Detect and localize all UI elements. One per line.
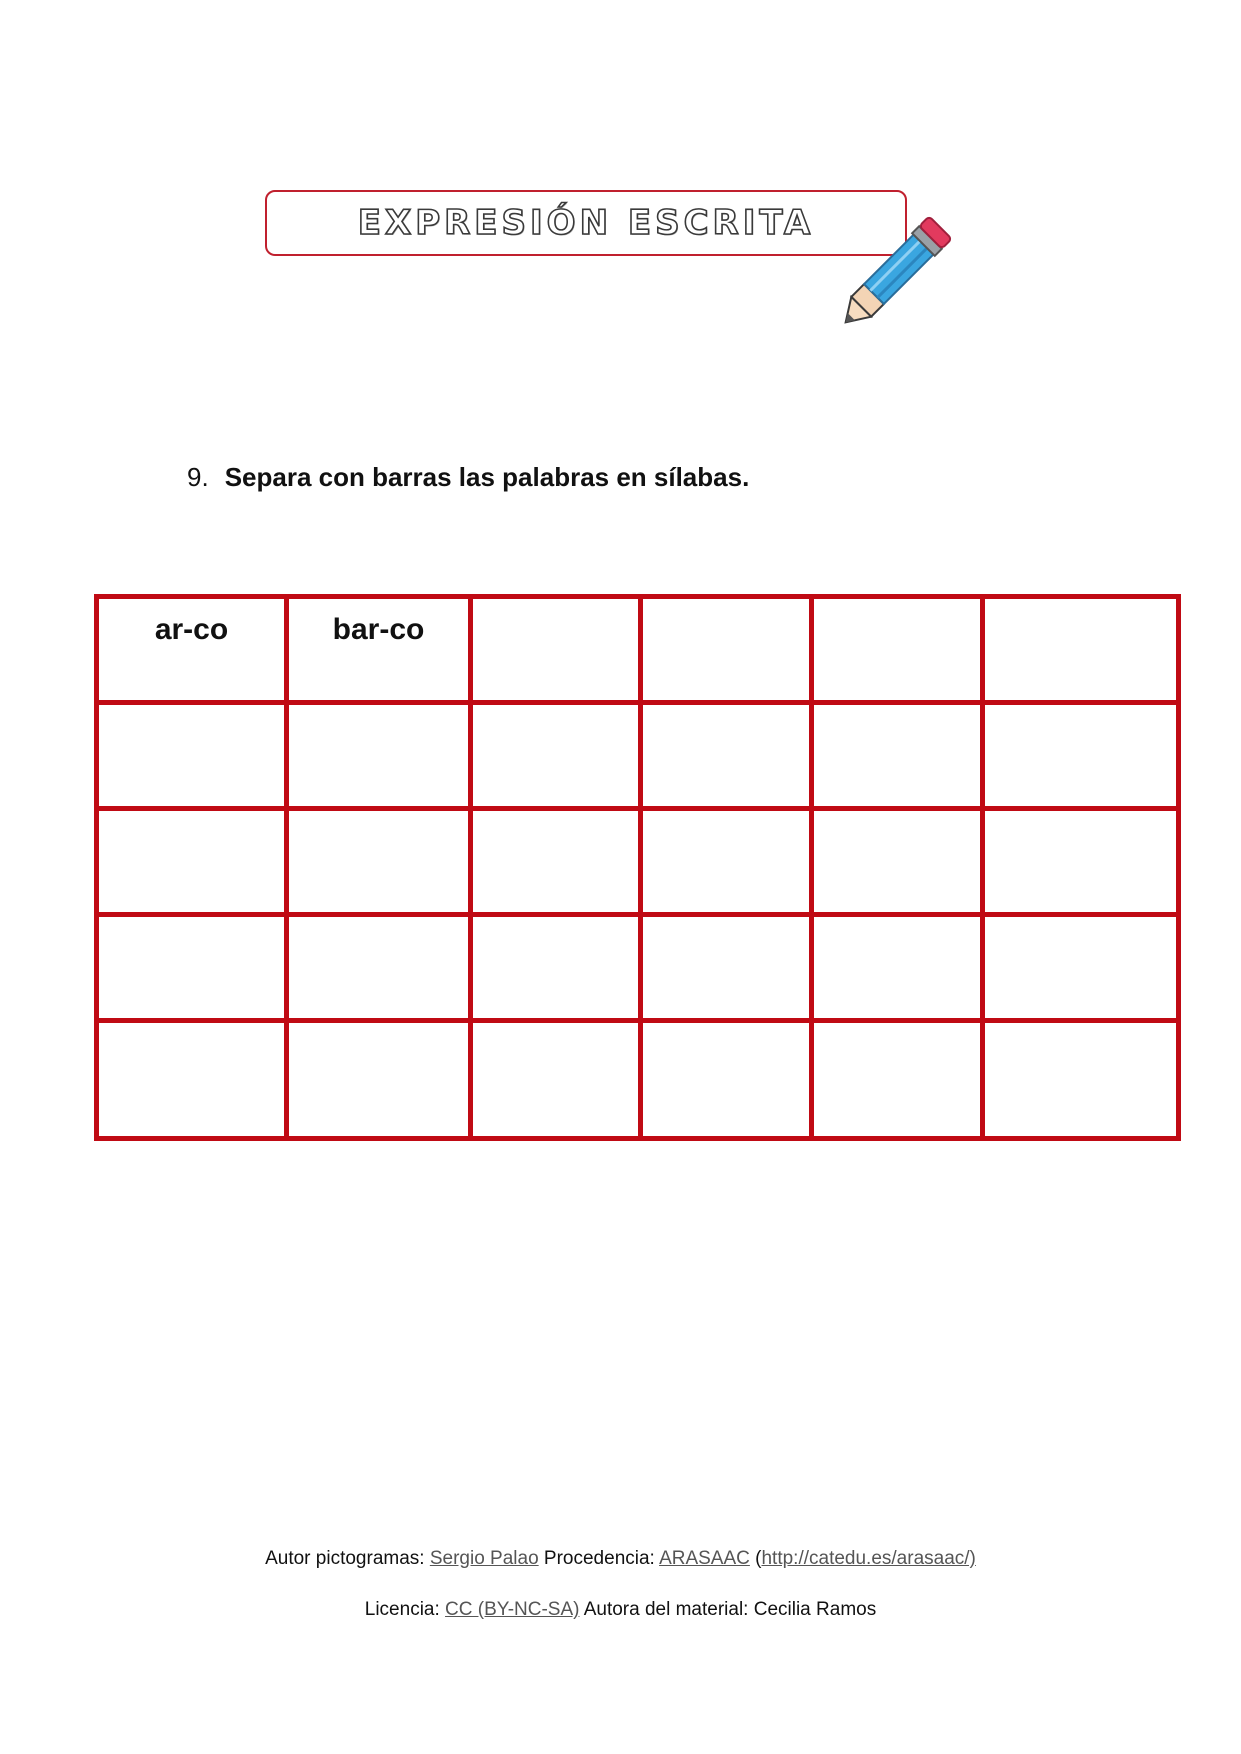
material-author: Autora del material: Cecilia Ramos: [583, 1599, 877, 1620]
grid-cell: [471, 597, 641, 703]
grid-cell: bar-co: [287, 597, 471, 703]
page-title: EXPRESIÓN ESCRITA: [357, 203, 815, 243]
grid-cell: [287, 703, 471, 809]
license-link[interactable]: CC (BY-NC-SA): [445, 1599, 580, 1620]
license-label: Licencia:: [364, 1599, 440, 1620]
exercise-number: 9.: [187, 462, 209, 492]
grid-cell: [97, 703, 287, 809]
grid-cell: [97, 915, 287, 1021]
grid-cell: [812, 703, 983, 809]
grid-cell: [983, 809, 1179, 915]
grid-cell: ar-co: [97, 597, 287, 703]
grid-cell: [983, 597, 1179, 703]
author-label: Autor pictogramas:: [265, 1548, 425, 1569]
grid-cell: [983, 915, 1179, 1021]
grid-cell: [97, 809, 287, 915]
grid-cell: [471, 915, 641, 1021]
grid-cell: [97, 1021, 287, 1139]
grid-cell: [641, 915, 812, 1021]
grid-cell: [812, 809, 983, 915]
grid-cell: [471, 1021, 641, 1139]
grid-row: [97, 597, 1179, 703]
grid-cell: [641, 809, 812, 915]
grid-cell: [471, 703, 641, 809]
grid-cell: [287, 809, 471, 915]
author-link[interactable]: Sergio Palao: [429, 1548, 539, 1569]
grid-cell: [983, 703, 1179, 809]
credits-line-1: [0, 1548, 1241, 1570]
exercise-text: Separa con barras las palabras en sílabas.: [224, 462, 750, 492]
grid-cell: [287, 915, 471, 1021]
grid-row: [97, 1021, 1179, 1139]
grid-cell: [983, 1021, 1179, 1139]
grid-cell: [812, 915, 983, 1021]
grid-row: [97, 703, 1179, 809]
grid-cell: [287, 1021, 471, 1139]
grid-cell: [471, 809, 641, 915]
grid-row: [97, 915, 1179, 1021]
grid-cell: [641, 597, 812, 703]
title-banner: [265, 190, 907, 256]
grid-cell: [812, 597, 983, 703]
grid-cell: [641, 703, 812, 809]
exercise-instruction: [187, 462, 749, 493]
grid-row: [97, 809, 1179, 915]
source-label: Procedencia:: [543, 1548, 655, 1569]
grid-cell: [812, 1021, 983, 1139]
credits-line-2: [0, 1599, 1241, 1621]
pencil-icon: [838, 212, 958, 328]
url-open: (: [755, 1548, 762, 1569]
grid-cell: [641, 1021, 812, 1139]
syllable-grid: [94, 594, 1181, 1141]
source-link[interactable]: ARASAAC: [659, 1548, 750, 1569]
url-link[interactable]: http://catedu.es/arasaac/): [761, 1548, 976, 1569]
